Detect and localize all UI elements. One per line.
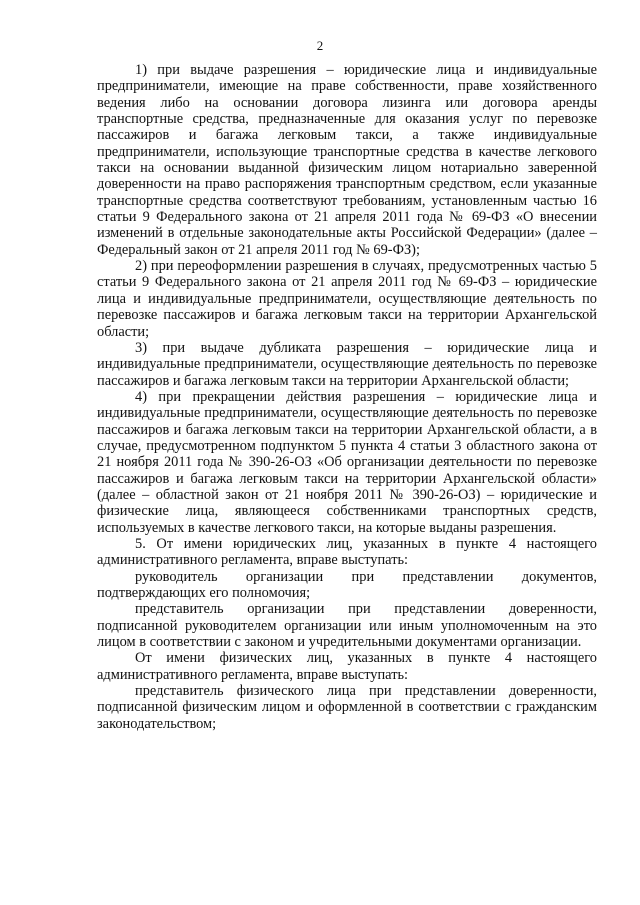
paragraph-item-3: 3) при выдаче дубликата разрешения – юридические лица и индивидуальные предприниматели, осуществляющие деятельность по перевозке пассажиров и багажа легковым такси на территории Архангельской области; <box>97 339 597 389</box>
paragraph-section-5: 5. От имени юридических лиц, указанных в пункте 4 настоящего административного регламента, вправе выступать: <box>97 535 597 569</box>
paragraph-org-representative: представитель организации при представлении доверенности, подписанной руководителем организации или иным уполномоченным на это лицом в соответствии с законом и учредительными документами организации. <box>97 601 597 651</box>
document-body <box>97 62 597 732</box>
paragraph-item-2: 2) при переоформлении разрешения в случаях, предусмотренных частью 5 статьи 9 Федерального закона от 21 апреля 2011 год № 69-ФЗ – юридические лица и индивидуальные предприниматели, осуществляющие деятельность по перевозке пассажиров и багажа легковым такси на территории Архангельской области; <box>97 258 597 340</box>
page-number: 2 <box>316 38 324 53</box>
paragraph-individuals: От имени физических лиц, указанных в пункте 4 настоящего административного регламента, вправе выступать: <box>97 650 597 683</box>
paragraph-org-head: руководитель организации при представлении документов, подтверждающих его полномочия; <box>97 568 597 601</box>
paragraph-item-1: 1) при выдаче разрешения – юридические лица и индивидуальные предприниматели, имеющие на праве собственности, праве хозяйственного ведения либо на основании договора лизинга или договора аренды транспортные средства, предназначенные для оказания услуг по перевозке пассажиров и багажа легковым такси, а также индивидуальные предприниматели, использующие транспортные средства в качестве легкового такси на основании выданной физическим лицом нотариально заверенной доверенности на право распоряжения транспортным средством, если указанные транспортные средства соответствуют требованиям, установленным частью 16 статьи 9 Федерального закона от 21 апреля 2011 года № 69-ФЗ «О внесении изменений в отдельные законодательные акты Российской Федерации» (далее – Федеральный закон от 21 апреля 2011 год № 69-ФЗ); <box>97 62 597 258</box>
paragraph-individual-representative: представитель физического лица при представлении доверенности, подписанной физическим лицом и оформленной в соответствии с гражданским законодательством; <box>97 683 597 732</box>
paragraph-item-4: 4) при прекращении действия разрешения – юридические лица и индивидуальные предприниматели, осуществляющие деятельность по перевозке пассажиров и багажа легковым такси на территории Архангельской области, а в случае, предусмотренном подпунктом 5 пункта 4 статьи 3 областного закона от 21 ноября 2011 года № 390-26-ОЗ «Об организации деятельности по перевозке пассажиров и багажа легковым такси на территории Архангельской области» (далее – областной закон от 21 ноября 2011 № 390-26-ОЗ) – юридические и физические лица, являющееся собственниками транспортных средств, используемых в качестве легкового такси, на которые выданы разрешения. <box>97 388 597 536</box>
